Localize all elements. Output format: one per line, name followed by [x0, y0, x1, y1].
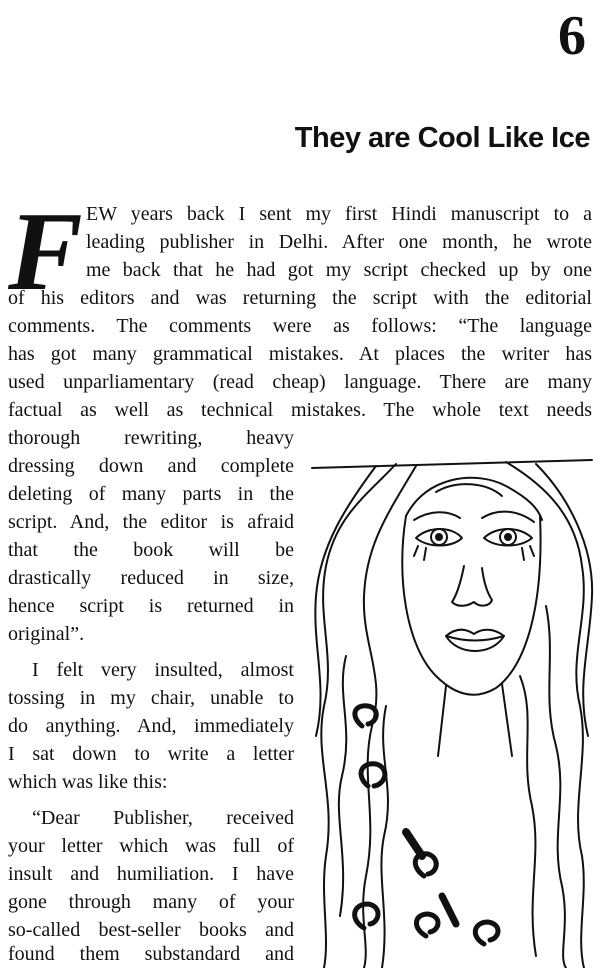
text-line: insult and humiliation. I have — [8, 863, 294, 885]
text-line: drastically reduced in size, — [8, 567, 294, 589]
woman-face-illustration — [306, 456, 598, 968]
text-line: script. And, the editor is afraid — [8, 511, 294, 533]
text-line: used unparliamentary (read cheap) language. There are many — [8, 371, 592, 393]
text-line: so-called best-seller books and — [8, 919, 294, 941]
text-line: found them substandard and — [8, 943, 294, 965]
text-line: hence script is returned in — [8, 595, 294, 617]
text-line: I sat down to write a letter — [8, 743, 294, 765]
text-line: deleting of many parts in the — [8, 483, 294, 505]
text-line: comments. The comments were as follows: “The language — [8, 315, 592, 337]
text-line: I felt very insulted, almost — [32, 659, 294, 681]
text-line: factual as well as technical mistakes. The whole text needs — [8, 399, 592, 421]
drop-cap: F — [8, 190, 83, 314]
text-line: that the book will be — [8, 539, 294, 561]
chapter-title: They are Cool Like Ice — [294, 122, 590, 154]
text-line: dressing down and complete — [8, 455, 294, 477]
text-line: gone through many of your — [8, 891, 294, 913]
text-line: of his editors and was returning the script with the editorial — [8, 287, 592, 309]
text-line: original”. — [8, 623, 85, 645]
text-line: “Dear Publisher, received — [32, 807, 294, 829]
text-line: has got many grammatical mistakes. At places the writer has — [8, 343, 592, 365]
chapter-number: 6 — [558, 5, 586, 67]
text-line: me back that he had got my script checked up by one — [86, 259, 592, 281]
text-line: EW years back I sent my first Hindi manuscript to a — [86, 203, 592, 225]
text-line: tossing in my chair, unable to — [8, 687, 294, 709]
text-line: which was like this: — [8, 771, 168, 793]
text-line: thorough rewriting, heavy — [8, 427, 294, 449]
text-line: your letter which was full of — [8, 835, 294, 857]
text-line: leading publisher in Delhi. After one month, he wrote — [86, 231, 592, 253]
text-line: do anything. And, immediately — [8, 715, 294, 737]
